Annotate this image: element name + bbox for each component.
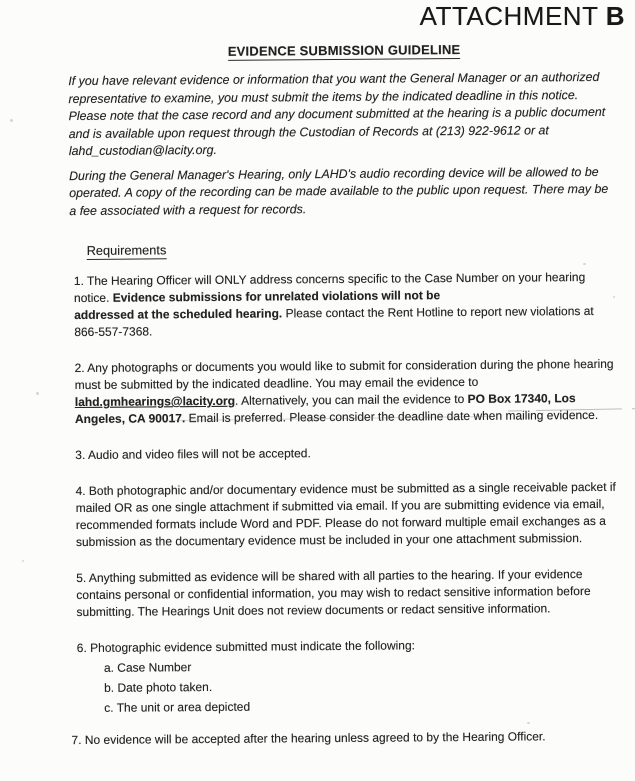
scan-artifact-dashes — [508, 399, 635, 419]
scan-speck — [36, 392, 39, 395]
intro-paragraph-2: During the General Manager's Hearing, only LAHD's audio recording device will be allowed to be operated. A copy of the recording can be made available to the public upon request. There may be a fee associated with a request for records. — [69, 164, 609, 218]
attachment-header — [420, 1, 625, 32]
document-title: EVIDENCE SUBMISSION GUIDELINE — [227, 41, 461, 59]
scan-speck — [613, 296, 615, 298]
requirement-item-4: 4. Both photographic and/or documentary evidence must be submitted as a single receivable packet if mailed OR as one single attachment if submitted via email. If you are submitting evidence via email, recommended formats include Word and PDF. Please do not forward multiple email exchanges as a submission as the documentary evidence must be included in your one attachment submission. — [75, 479, 616, 550]
requirement-item-1: 1. The Hearing Officer will ONLY address concerns specific to the Case Number on your hearing notice. Evidence submissions for unrelated violations will not be addressed at the scheduled hearing. Please contact the Rent Hotline to report new violations at 866-557-7368. — [73, 270, 594, 340]
sub-item-b: b. Date photo taken. — [104, 679, 213, 695]
scan-speck — [10, 119, 13, 122]
requirement-item-5: 5. Anything submitted as evidence will be shared with all parties to the hearing. If your evidence contains personal or confidential information, you may wish to redact sensitive information before submitting. The Hearings Unit does not review documents or redact sensitive information. — [76, 567, 591, 620]
sub-item-c: c. The unit or area depicted — [104, 699, 251, 715]
hearing-email: lahd.gmhearings@lacity.org — [74, 393, 236, 410]
sub-item-a: a. Case Number — [103, 660, 192, 675]
scan-speck — [142, 100, 144, 102]
item-6-sublist — [77, 656, 622, 717]
requirement-item-3: 3. Audio and video files will not be accepted. — [75, 446, 311, 463]
scan-speck — [583, 263, 586, 265]
requirements-heading: Requirements — [86, 242, 167, 258]
document-body — [68, 36, 616, 749]
attachment-label: ATTACHMENT — [419, 1, 606, 31]
requirement-item-2: 2. Any photographs or documents you would like to submit for consideration during the phone hearing must be submitted by the indicated deadline. You may email the evidence to lahd.gmhearings@lacity.org. Alternatively, you can mail the evidence to PO Box 17340, Los Angeles, CA 90017. Email is preferred. Please consider the deadline date when mailing evidence. — [75, 356, 621, 428]
requirement-item-7: 7. No evidence will be accepted after the hearing unless agreed to by the Hearing Officer. — [71, 729, 546, 748]
scan-speck — [527, 722, 530, 724]
requirement-item-6 — [77, 636, 623, 717]
intro-paragraph-1: If you have relevant evidence or information that you want the General Manager or an authorized representative to examine, you must submit the items by the indicated deadline in this notice. Please note that the case record and any document submitted at the hearing is a public document and is available upon request through the Custodian of Records at (213) 922-9612 or at lahd_custodian@lacity.org. — [68, 69, 606, 159]
attachment-letter: B — [605, 1, 625, 31]
custodian-email: lahd_custodian@lacity.org. — [68, 142, 217, 159]
mailing-address: PO Box 17340, Los Angeles, CA 90017. — [74, 391, 576, 427]
item-6-lead: 6. Photographic evidence submitted must indicate the following: — [76, 638, 416, 656]
scan-speck — [22, 560, 24, 562]
